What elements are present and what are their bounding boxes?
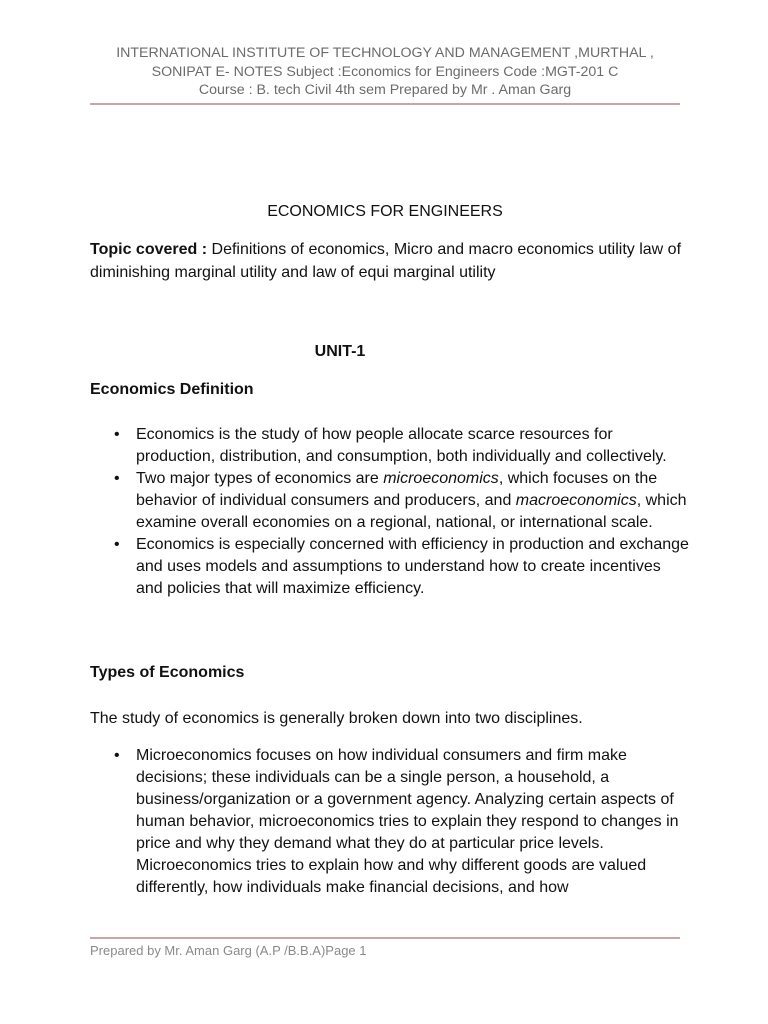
- list-item-text: Economics is especially concerned with efficiency in production and exchange and uses models and assumptions to understand how to create incentives and policies that will maximize efficiency.: [136, 536, 689, 597]
- list-item-text: Microeconomics focuses on how individual consumers and firm make decisions; these individuals can be a single person, a household, a business/organization or a government agency. Analyzing certain aspects of human behavior, microeconomics tries to explain they respond to changes in price and why they demand what they do at particular price levels. Microeconomics tries to explain how and why different goods are valued differently, how individuals make financial decisions, and how: [136, 747, 679, 896]
- document-title: ECONOMICS FOR ENGINEERS: [267, 203, 503, 220]
- header-course-line: Course : B. tech Civil 4th sem Prepared by Mr . Aman Garg: [198, 82, 572, 98]
- topic-paragraph: [90, 238, 690, 284]
- text-fragment: , which examine overall economies on a regional, national, or international scale.: [136, 492, 687, 531]
- list-item: [90, 534, 690, 600]
- list-item-text: Economics is the study of how people allocate scarce resources for production, distribution, and consumption, both individually and collectively.: [136, 426, 667, 465]
- bullet-icon: •: [114, 426, 120, 443]
- list-item: [90, 424, 690, 468]
- document-header: [90, 44, 680, 100]
- bullet-icon: •: [114, 747, 120, 764]
- text-fragment: , which focuses on the behavior of individual consumers and producers, and: [136, 470, 658, 509]
- section-heading-definition: Economics Definition: [90, 381, 254, 398]
- list-item-text: [136, 470, 687, 531]
- types-intro-paragraph: The study of economics is generally broken down into two disciplines.: [90, 710, 583, 727]
- section-heading-types: Types of Economics: [90, 664, 245, 681]
- term-microeconomics: microeconomics: [383, 470, 499, 487]
- list-item: [90, 468, 690, 534]
- text-fragment: Two major types of economics are: [136, 470, 384, 487]
- types-bullet-list: [90, 745, 690, 899]
- topic-text: Definitions of economics, Micro and macro economics utility law of diminishing marginal utility and law of equi marginal utility: [90, 241, 682, 281]
- list-item: [90, 745, 690, 899]
- bullet-icon: •: [114, 536, 120, 553]
- definition-bullet-list: [90, 424, 690, 600]
- term-macroeconomics: macroeconomics: [515, 492, 637, 509]
- bullet-icon: •: [114, 470, 120, 487]
- header-divider: [90, 103, 680, 105]
- footer-divider: [90, 937, 680, 939]
- unit-heading: UNIT-1: [314, 343, 366, 360]
- header-subject-line: SONIPAT E- NOTES Subject :Economics for Engineers Code :MGT-201 C: [151, 63, 619, 80]
- header-institute-line: INTERNATIONAL INSTITUTE OF TECHNOLOGY AND MANAGEMENT ,MURTHAL ,: [116, 45, 654, 61]
- topic-label: Topic covered :: [90, 241, 208, 258]
- page-footer: Prepared by Mr. Aman Garg (A.P /B.B.A)Page 1: [90, 943, 367, 958]
